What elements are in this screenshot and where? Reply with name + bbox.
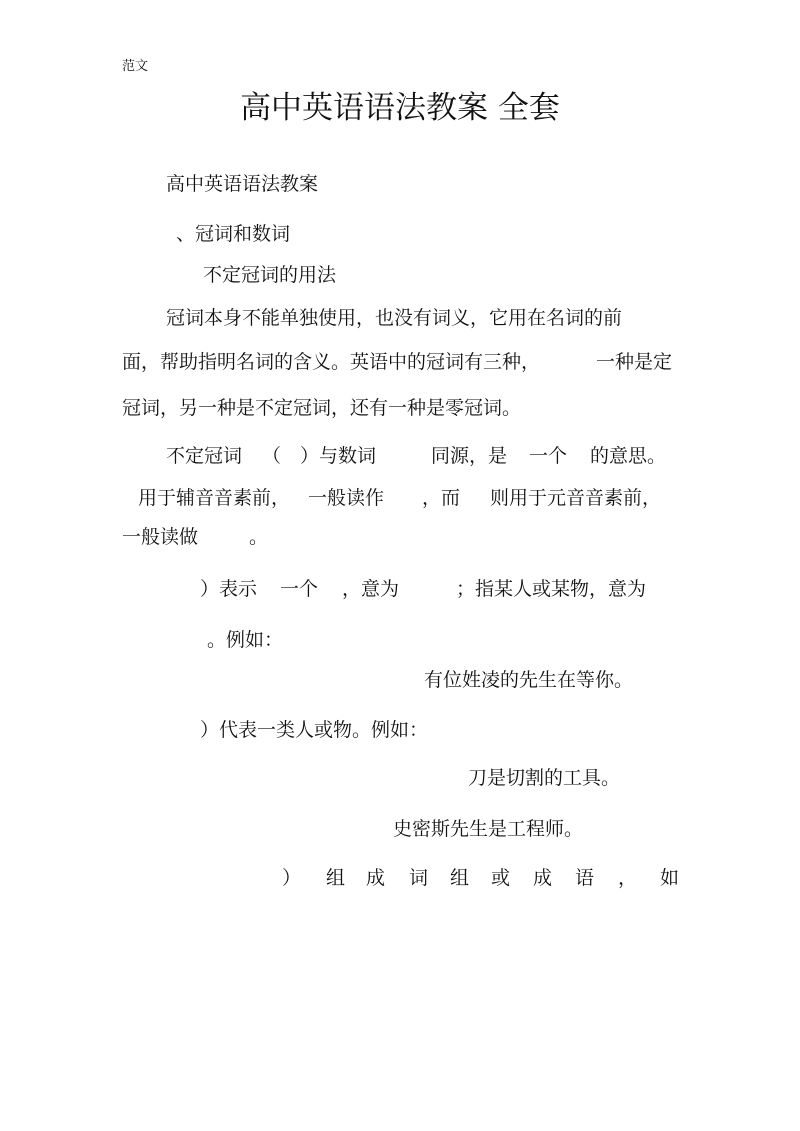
text-fragment: ）代表一类人或物。例如： bbox=[200, 719, 429, 741]
text-fragment: 一个 bbox=[280, 578, 319, 600]
text-fragment: 成 bbox=[366, 867, 386, 889]
text-fragment: 。 bbox=[249, 526, 269, 548]
paragraph-line: 冠词本身不能单独使用，也没有词义，它用在名词的前 bbox=[166, 307, 623, 329]
page-header-label: 范文 bbox=[122, 59, 149, 74]
text-fragment: 一般读做 bbox=[122, 526, 199, 548]
text-fragment: ） bbox=[282, 867, 302, 889]
section-title: 高中英语语法教案 bbox=[166, 173, 319, 195]
text-fragment: 不定冠词 bbox=[166, 445, 243, 467]
text-fragment: （ bbox=[262, 445, 282, 467]
subsection-heading: 不定冠词的用法 bbox=[203, 264, 337, 286]
text-fragment: ）与数词 bbox=[300, 445, 377, 467]
text-fragment: 用于辅音音素前， bbox=[138, 487, 291, 509]
example-sentence: 有位姓凌的先生在等你。 bbox=[424, 669, 634, 691]
text-fragment: ；指某人或某物，意为 bbox=[456, 578, 647, 600]
text-fragment: ）表示 bbox=[200, 578, 258, 600]
text-fragment: 词 bbox=[409, 867, 429, 889]
text-fragment: 如 bbox=[660, 867, 680, 889]
text-fragment: 一般读作 bbox=[308, 487, 385, 509]
text-fragment: 的意思。 bbox=[590, 445, 667, 467]
text-fragment: ，意为 bbox=[342, 578, 400, 600]
paragraph-line: 冠词，另一种是不定冠词，还有一种是零冠词。 bbox=[122, 397, 522, 419]
text-fragment: ，而 bbox=[422, 487, 461, 509]
text-fragment: 成 bbox=[533, 867, 553, 889]
text-fragment: 组 bbox=[450, 867, 470, 889]
text-fragment: 组 bbox=[326, 867, 346, 889]
example-sentence: 刀是切割的工具。 bbox=[468, 767, 621, 789]
text-fragment: 一个 bbox=[529, 445, 568, 467]
text-fragment: 同源，是 bbox=[431, 445, 508, 467]
paragraph-line: 一种是定 bbox=[596, 351, 673, 373]
text-fragment: 则用于元音音素前， bbox=[490, 487, 662, 509]
text-fragment: 或 bbox=[491, 867, 511, 889]
section-heading: 、冠词和数词 bbox=[176, 223, 291, 245]
text-fragment: 。例如： bbox=[207, 629, 284, 651]
text-fragment: ， bbox=[618, 867, 638, 889]
example-sentence: 史密斯先生是工程师。 bbox=[393, 818, 584, 840]
page-title: 高中英语语法教案 全套 bbox=[240, 90, 560, 126]
paragraph-line: 面，帮助指明名词的含义。英语中的冠词有三种， bbox=[122, 351, 541, 373]
text-fragment: 语 bbox=[575, 867, 595, 889]
